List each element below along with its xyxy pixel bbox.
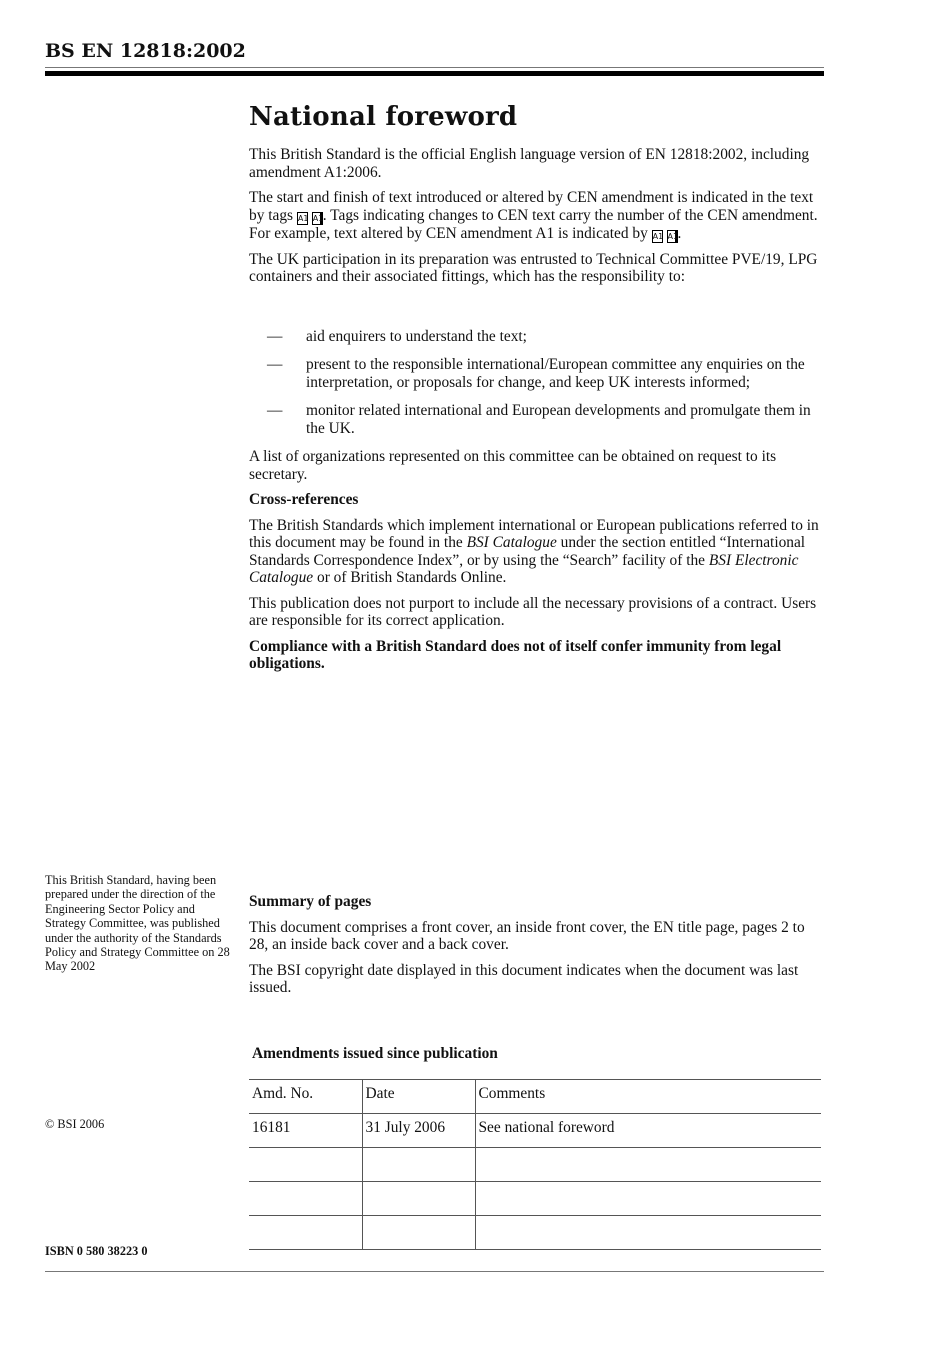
national-foreword-section — [249, 100, 824, 681]
table-cell — [362, 1182, 475, 1216]
table-row — [249, 1114, 821, 1148]
bsi-catalogue-title: BSI Catalogue — [466, 534, 557, 551]
amendment-end-tag-icon: A1 — [667, 231, 679, 241]
amendments-table — [249, 1079, 821, 1250]
dash-icon: — — [267, 356, 283, 373]
amendment-end-tag-icon: A1 — [312, 213, 324, 223]
compliance-statement: Compliance with a British Standard does not of itself confer immunity from legal obligations. — [249, 637, 782, 672]
amendment-tags-paragraph — [249, 189, 824, 243]
summary-heading: Summary of pages — [249, 893, 372, 910]
list-item-text: present to the responsible international/European committee any enquiries on the interpretation, or proposals for change, and keep UK interests informed; — [306, 356, 805, 391]
table-cell — [249, 1148, 362, 1182]
crossref-text-a: The British Standards which implement international or European publications referred to in this document may be found in the — [249, 516, 819, 551]
table-cell — [249, 1182, 362, 1216]
tags-text-c: . — [677, 224, 682, 242]
tags-text-a: The start and finish of text introduced or altered by CEN amendment is indicated in the text by tags — [249, 189, 814, 224]
footer-rule — [45, 1271, 824, 1272]
copyright-notice: © BSI 2006 — [45, 1117, 105, 1131]
cross-references-paragraph — [249, 517, 824, 587]
intro-paragraph: This British Standard is the official English language version of EN 12818:2002, including amendment A1:2006. — [249, 146, 810, 181]
bsi-electronic-catalogue-title: BSI Electronic Catalogue — [249, 551, 799, 586]
table-row — [249, 1148, 821, 1182]
cross-references-heading: Cross-references — [249, 491, 359, 508]
organizations-paragraph: A list of organizations represented on this committee can be obtained on request to its secretary. — [249, 448, 777, 483]
table-cell — [249, 1216, 362, 1250]
table-cell — [362, 1148, 475, 1182]
tags-text-b: . Tags indicating changes to CEN text carry the number of the CEN amendment. For example, text altered by CEN amendment A1 is indicated by — [249, 206, 818, 242]
header-rule-thin — [45, 67, 824, 68]
provisions-paragraph: This publication does not purport to include all the necessary provisions of a contract. Users are responsible for its correct application. — [249, 594, 817, 629]
summary-paragraph: This document comprises a front cover, an inside front cover, the EN title page, pages 2 to 28, an inside back cover and a back cover. — [249, 918, 805, 953]
summary-of-pages-section — [249, 893, 824, 1005]
document-code: BS EN 12818:2002 — [45, 40, 246, 62]
amendment-start-tag-icon: A1 — [297, 213, 309, 223]
amendment-start-tag-icon: A1 — [652, 231, 664, 241]
responsibility-list — [249, 328, 824, 438]
dash-icon: — — [267, 327, 283, 345]
list-item — [249, 356, 824, 391]
crossref-text-b: under the section entitled “International Standards Correspondence Index”, or by using the “Search” facility of the — [249, 534, 806, 569]
crossref-text-c: or of British Standards Online. — [317, 569, 507, 586]
column-header: Comments — [475, 1080, 821, 1114]
list-item — [249, 402, 824, 437]
committee-paragraph: The UK participation in its preparation was entrusted to Technical Committee PVE/19, LPG containers and their associated fittings, which has the responsibility to: — [249, 250, 818, 285]
table-cell — [362, 1216, 475, 1250]
publication-note: This British Standard, having been prepared under the direction of the Engineering Sector Policy and Strategy Committee, was published under the authority of the Standards Policy and Strategy Committee on 28 May 2002 — [45, 873, 230, 974]
amendments-title: Amendments issued since publication — [252, 1045, 498, 1062]
table-header-row — [249, 1080, 821, 1114]
table-cell: See national foreword — [475, 1114, 821, 1148]
copyright-date-paragraph: The BSI copyright date displayed in this document indicates when the document was last issued. — [249, 961, 799, 996]
table-cell — [475, 1148, 821, 1182]
dash-icon: — — [267, 402, 283, 419]
page-title: National foreword — [249, 102, 518, 132]
table-cell — [475, 1216, 821, 1250]
list-item-text: aid enquirers to understand the text; — [306, 327, 527, 345]
list-item-text: monitor related international and European developments and promulgate them in the UK. — [306, 402, 811, 437]
isbn-number: ISBN 0 580 38223 0 — [45, 1244, 148, 1258]
column-header: Amd. No. — [249, 1080, 362, 1114]
column-header: Date — [362, 1080, 475, 1114]
table-cell: 31 July 2006 — [362, 1114, 475, 1148]
table-row — [249, 1216, 821, 1250]
table-cell: 16181 — [249, 1114, 362, 1148]
header-rule-thick — [45, 71, 824, 76]
table-cell — [475, 1182, 821, 1216]
table-row — [249, 1182, 821, 1216]
list-item — [249, 328, 824, 346]
